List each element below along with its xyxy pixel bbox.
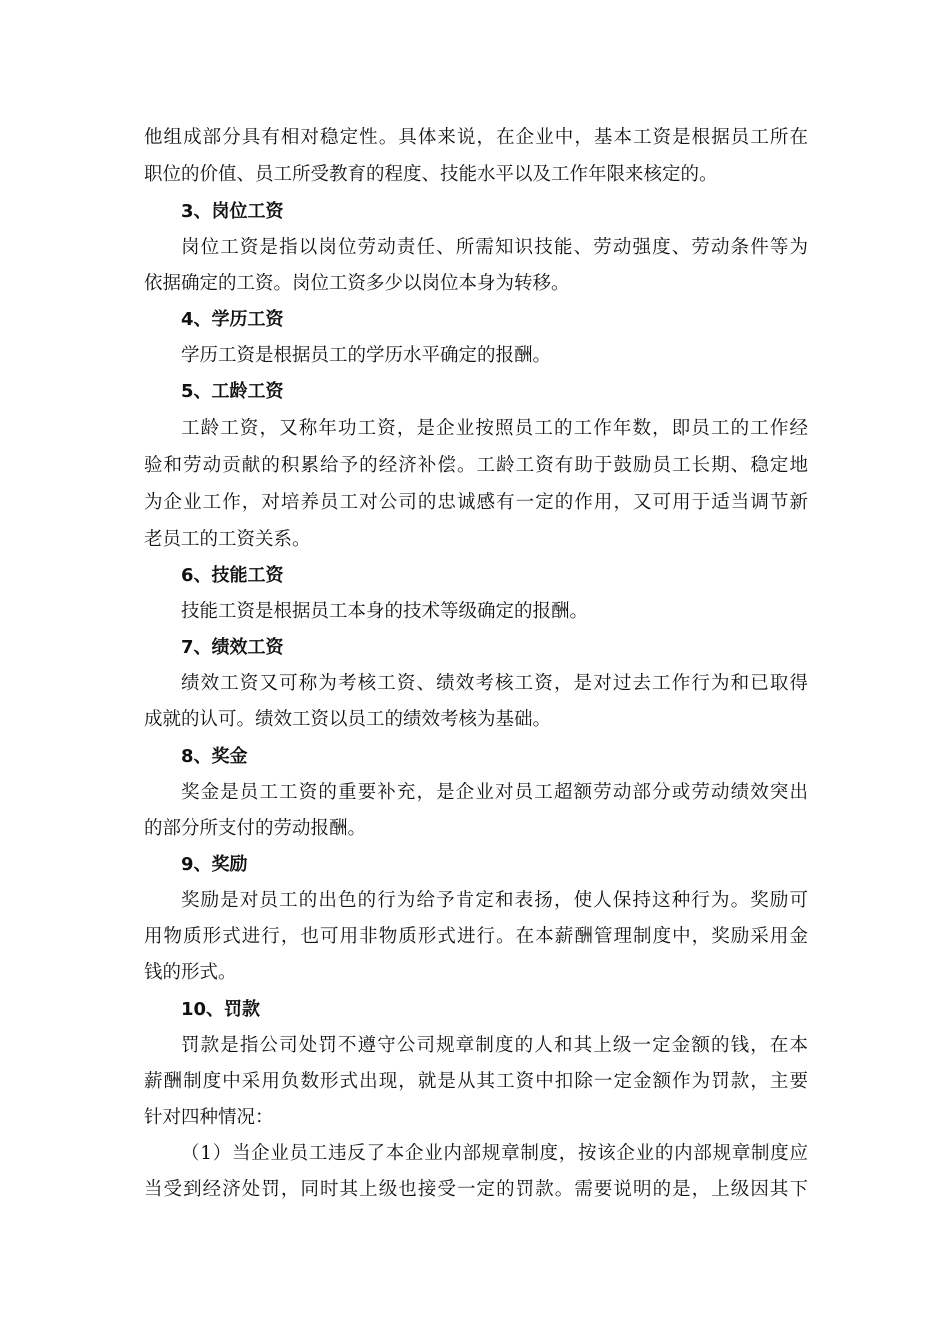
paragraph-line: 依据确定的工资。岗位工资多少以岗位本身为转移。	[144, 273, 570, 294]
paragraph-line: 奖金是员工工资的重要补充，是企业对员工超额劳动部分或劳动绩效突出	[181, 782, 808, 803]
paragraph-line: 钱的形式。	[144, 962, 237, 983]
section-heading: 3、岗位工资	[181, 201, 284, 222]
paragraph-line: 技能工资是根据员工本身的技术等级确定的报酬。	[181, 601, 589, 622]
paragraph-line: 学历工资是根据员工的学历水平确定的报酬。	[181, 345, 552, 366]
paragraph-line: 为企业工作，对培养员工对公司的忠诚感有一定的作用，又可用于适当调节新	[144, 492, 808, 513]
section-heading: 7、绩效工资	[181, 637, 284, 658]
paragraph-line: 薪酬制度中采用负数形式出现，就是从其工资中扣除一定金额作为罚款，主要	[144, 1071, 808, 1092]
section-heading: 5、工龄工资	[181, 381, 284, 402]
paragraph-line: 用物质形式进行，也可用非物质形式进行。在本薪酬管理制度中，奖励采用金	[144, 926, 808, 947]
paragraph-line: 的部分所支付的劳动报酬。	[144, 818, 367, 839]
paragraph-line: 他组成部分具有相对稳定性。具体来说，在企业中，基本工资是根据员工所在	[144, 127, 808, 148]
paragraph-line: 验和劳动贡献的积累给予的经济补偿。工龄工资有助于鼓励员工长期、稳定地	[144, 455, 808, 476]
section-heading: 6、技能工资	[181, 565, 284, 586]
paragraph-line: 岗位工资是指以岗位劳动责任、所需知识技能、劳动强度、劳动条件等为	[181, 237, 808, 258]
paragraph-line: 成就的认可。绩效工资以员工的绩效考核为基础。	[144, 709, 552, 730]
paragraph-line: 绩效工资又可称为考核工资、绩效考核工资，是对过去工作行为和已取得	[181, 673, 808, 694]
paragraph-line: 罚款是指公司处罚不遵守公司规章制度的人和其上级一定金额的钱，在本	[181, 1035, 808, 1056]
section-heading: 10、罚款	[181, 999, 261, 1020]
paragraph-line: 奖励是对员工的出色的行为给予肯定和表扬，使人保持这种行为。奖励可	[181, 890, 808, 911]
section-heading: 8、奖金	[181, 746, 248, 767]
section-heading: 9、奖励	[181, 854, 248, 875]
section-heading: 4、学历工资	[181, 309, 284, 330]
paragraph-line: 针对四种情况：	[144, 1107, 274, 1128]
paragraph-line: （1）当企业员工违反了本企业内部规章制度，按该企业的内部规章制度应	[181, 1143, 808, 1164]
paragraph-line: 职位的价值、员工所受教育的程度、技能水平以及工作年限来核定的。	[144, 164, 718, 185]
paragraph-line: 当受到经济处罚，同时其上级也接受一定的罚款。需要说明的是，上级因其下	[144, 1179, 808, 1200]
paragraph-line: 老员工的工资关系。	[144, 529, 311, 550]
paragraph-line: 工龄工资，又称年功工资，是企业按照员工的工作年数，即员工的工作经	[181, 418, 808, 439]
